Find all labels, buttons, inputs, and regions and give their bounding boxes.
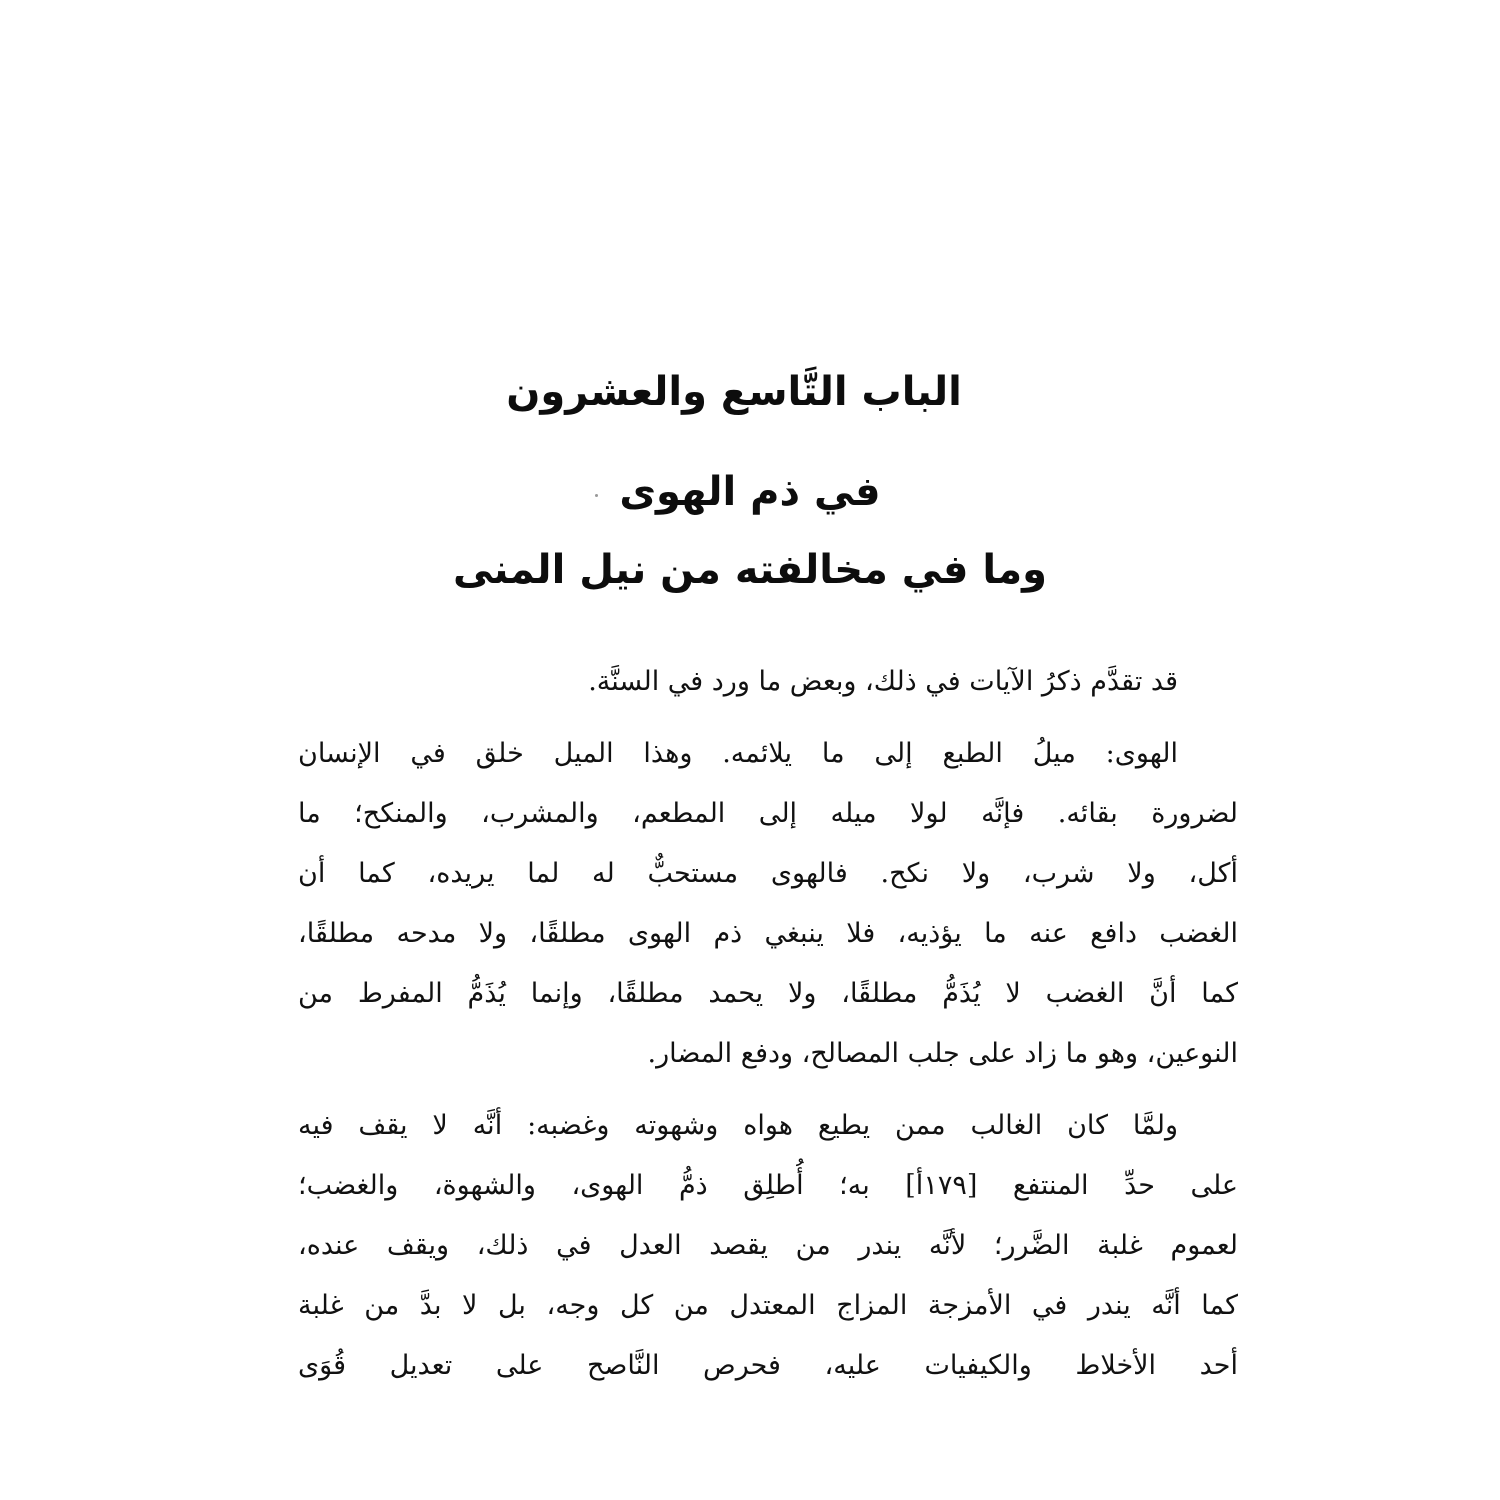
paragraph-1 <box>298 652 1238 712</box>
text-line: أحد الأخلاط والكيفيات عليه، فحرص النَّاصح على تعديل قُوَى <box>298 1350 1238 1381</box>
text-line: الغضب دافع عنه ما يؤذيه، فلا ينبغي ذم الهوى مطلقًا، ولا مدحه مطلقًا، <box>298 918 1238 949</box>
text-line: على حدِّ المنتفع [١٧٩أ] به؛ أُطلِق ذمُّ الهوى، والشهوة، والغضب؛ <box>298 1170 1239 1201</box>
chapter-subtitle-line-2: وما في مخالفته من نيل المنى <box>452 547 1048 593</box>
text-line: لضرورة بقائه. فإنَّه لولا ميله إلى المطعم، والمشرب، والمنكح؛ ما <box>298 798 1238 829</box>
body-text <box>298 652 1238 1408</box>
text-line: الهوى: ميلُ الطبع إلى ما يلائمه. وهذا الميل خلق في الإنسان <box>298 738 1178 769</box>
text-line: كما أنَّ الغضب لا يُذَمُّ مطلقًا، ولا يحمد مطلقًا، وإنما يُذَمُّ المفرط من <box>298 978 1238 1009</box>
text-line: كما أنَّه يندر في الأمزجة المزاج المعتدل من كل وجه، بل لا بدَّ من غلبة <box>298 1290 1238 1321</box>
text-line: النوعين، وهو ما زاد على جلب المصالح، ودفع المضار. <box>647 1038 1238 1069</box>
text-line: ولمَّا كان الغالب ممن يطيع هواه وشهوته وغضبه: أنَّه لا يقف فيه <box>298 1110 1178 1141</box>
chapter-heading: الباب التَّاسع والعشرون <box>506 369 962 415</box>
text-line: أكل، ولا شرب، ولا نكح. فالهوى مستحبٌّ له لما يريده، كما أن <box>298 858 1238 889</box>
chapter-subtitle-line-1: في ذم الهوى <box>619 469 881 515</box>
text-line: لعموم غلبة الضَّرر؛ لأنَّه يندر من يقصد العدل في ذلك، ويقف عنده، <box>298 1230 1238 1261</box>
scan-speck <box>595 494 598 497</box>
paragraph-3 <box>298 1096 1238 1396</box>
text-line: قد تقدَّم ذكرُ الآيات في ذلك، وبعض ما ورد في السنَّة. <box>588 666 1178 697</box>
paragraph-2 <box>298 724 1238 1084</box>
